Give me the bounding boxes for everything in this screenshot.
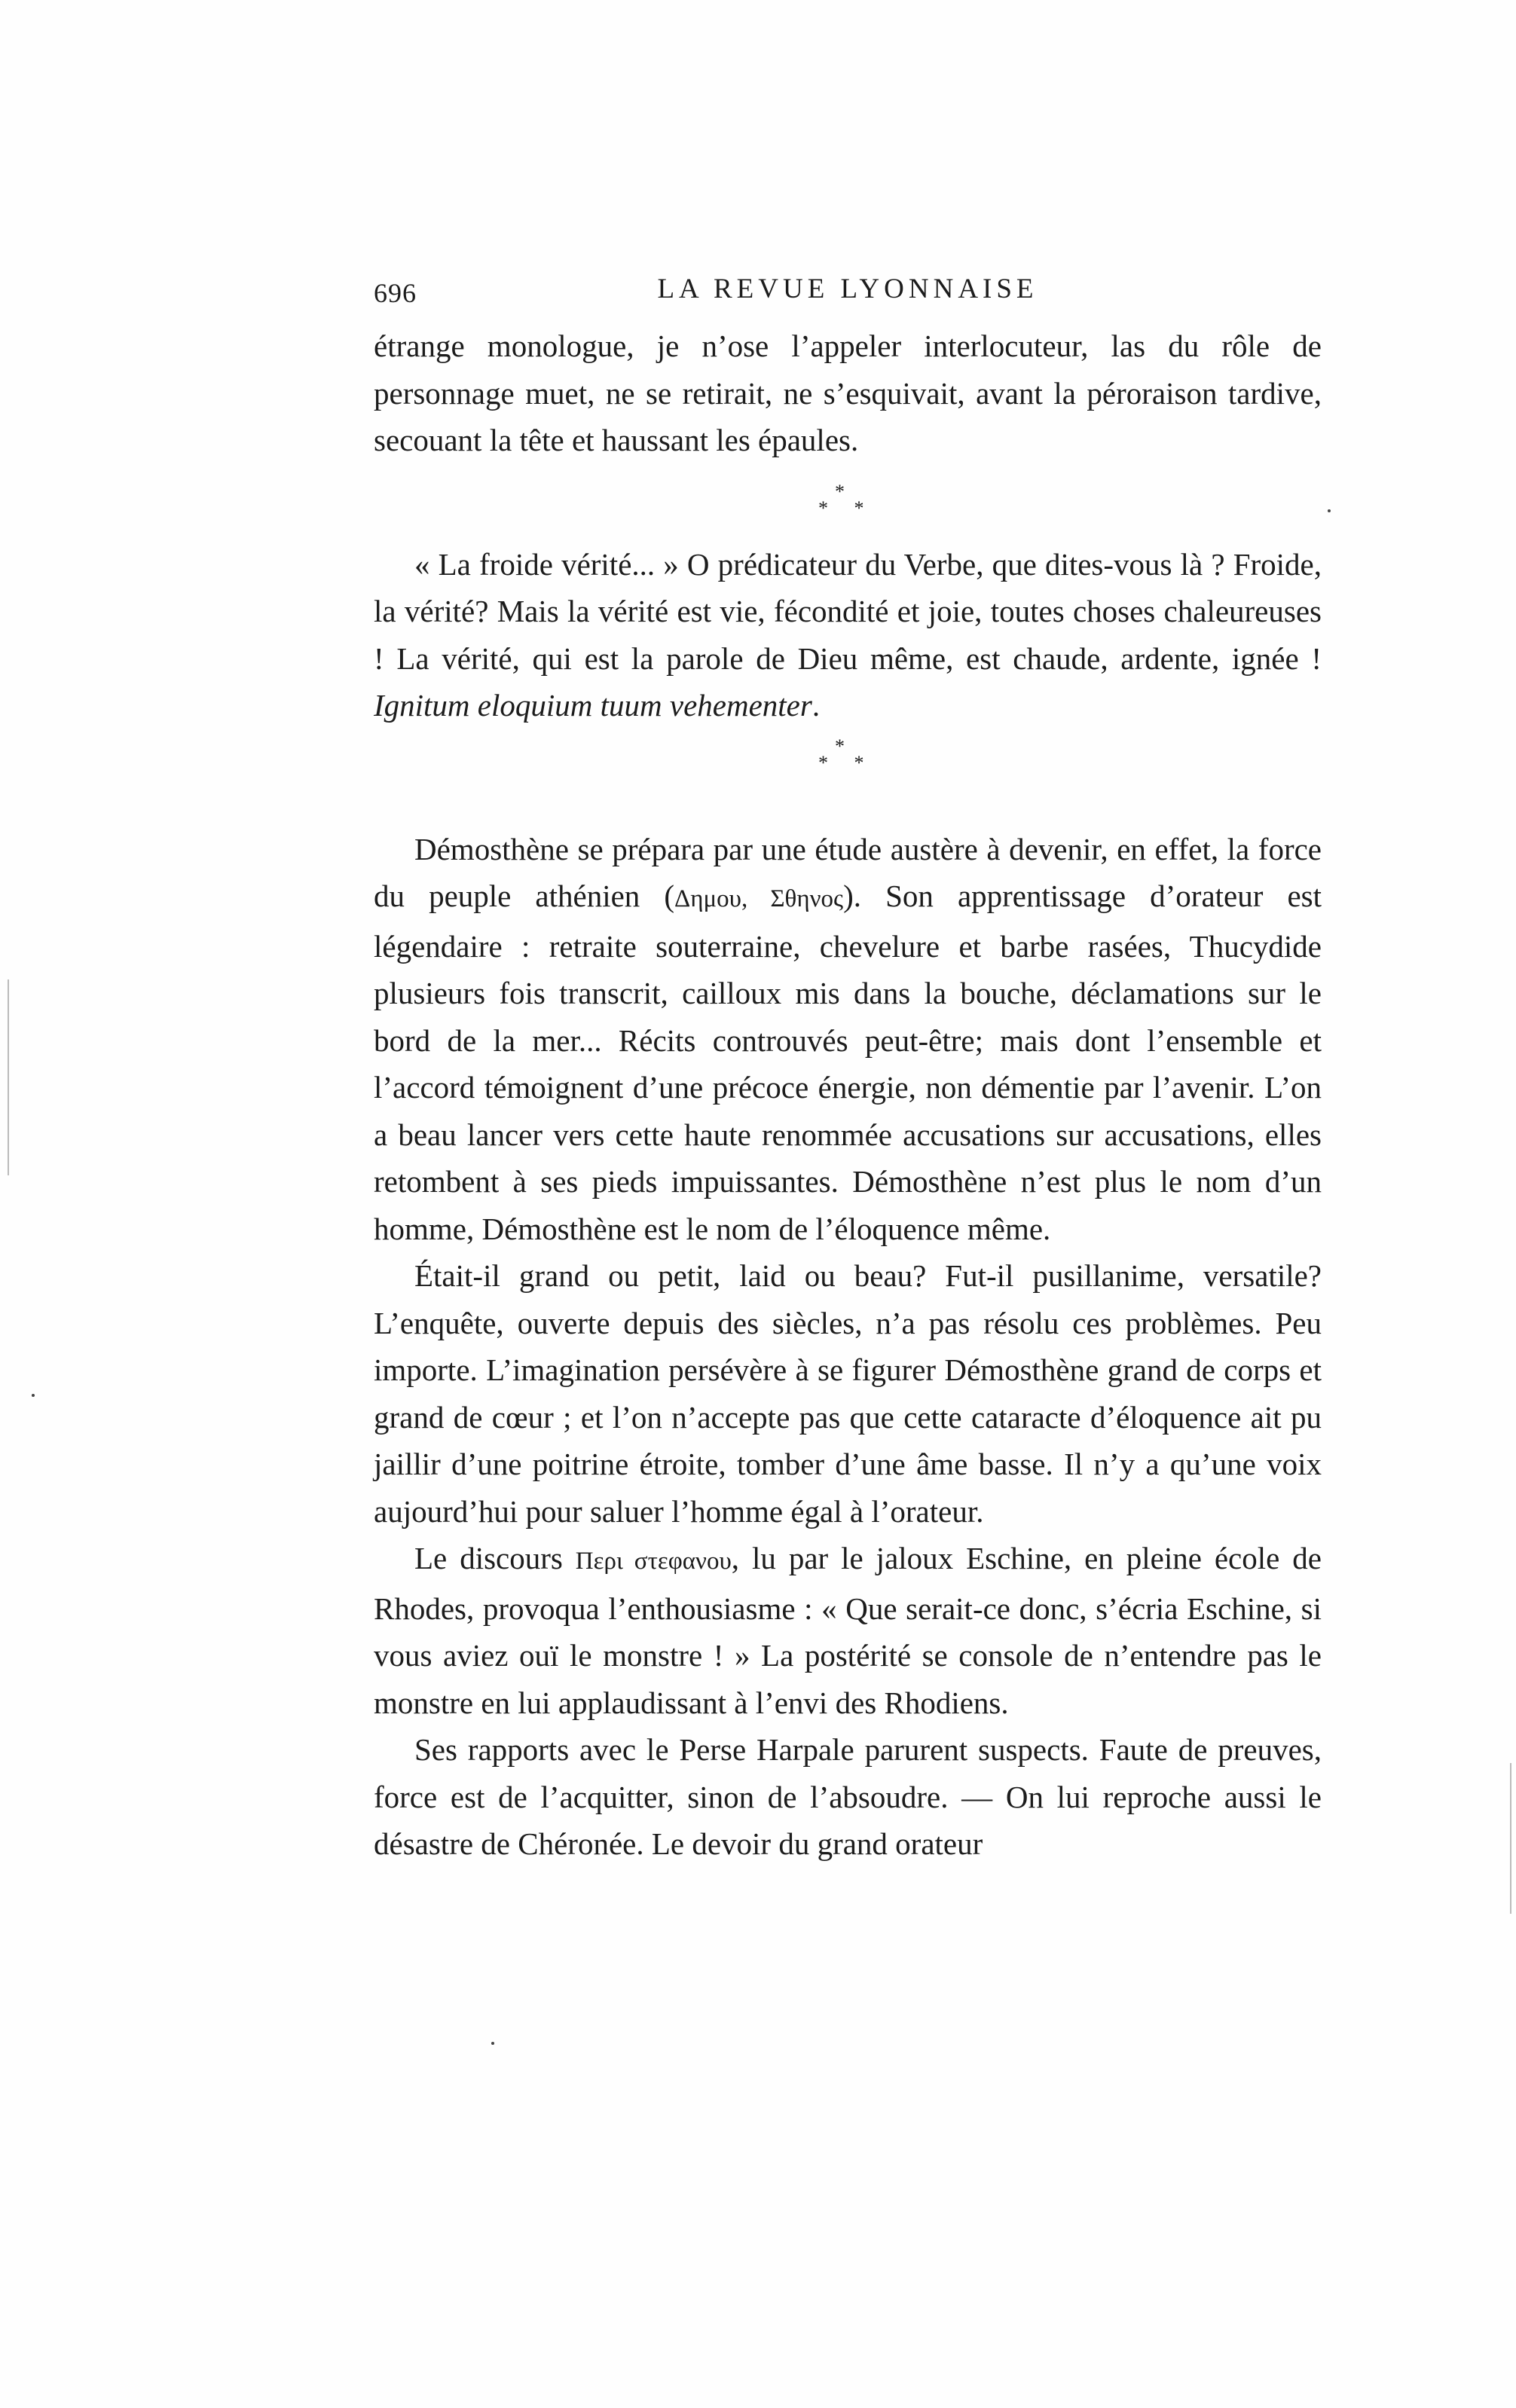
scan-speck <box>32 1394 35 1397</box>
paragraph-text: Démosthène se prépara par une étude austère à devenir, en effet, la force du peuple athénien ( <box>374 831 1322 913</box>
scan-speck <box>1328 509 1331 512</box>
spacer <box>374 464 1322 475</box>
running-title: LA REVUE LYONNAISE <box>657 273 1038 304</box>
greek-etymology: Δημου, Σθηνος <box>674 885 844 912</box>
asterism-divider <box>374 729 1322 785</box>
asterism-bottom: * * <box>818 497 875 519</box>
greek-title: Περι στεφανου <box>575 1548 732 1575</box>
paragraph-text: Le discours <box>414 1541 576 1575</box>
asterism-top: * <box>835 735 845 757</box>
page-number: 696 <box>374 278 417 308</box>
paragraph-discours <box>374 1535 1322 1726</box>
scan-speck <box>491 2042 494 2045</box>
page-header <box>374 273 1322 318</box>
paragraph-continued: étrange monologue, je n’ose l’appeler interlocuteur, las du rôle de personnage muet, ne se retirait, ne s’esquivait, avant la péroraison tardive, secouant la tête et haussant les épaules. <box>374 329 1322 457</box>
paragraph-text: , lu par le jaloux Eschine, en pleine école de Rhodes, provoqua l’enthousiasme : « Que serait-ce donc, s’écria Eschine, si vous aviez ouï le monstre ! » La postérité se console de n’entendre pas le monstre en lui applaudissant à l’envi des Rhodiens. <box>374 1541 1322 1720</box>
asterism-bottom: * * <box>818 751 875 774</box>
paragraph-demosthene <box>374 826 1322 1253</box>
paragraph-text: . <box>811 688 821 723</box>
article-body <box>374 322 1322 1868</box>
paragraph-etait-il: Était-il grand ou petit, laid ou beau? Fut-il pusillanime, versatile? L’enquête, ouverte depuis des siècles, n’a pas résolu ces problèmes. Peu importe. L’imagination persévère à se figurer Démosthène grand de corps et grand de cœur ; et l’on n’accepte pas que cette cataracte d’éloquence ait pu jaillir d’une poitrine étroite, tomber d’une âme basse. Il n’y a qu’une voix aujourd’hui pour saluer l’homme égal à l’orateur. <box>374 1258 1322 1529</box>
paragraph-text: ). Son apprentissage d’orateur est légendaire : retraite souterraine, chevelure et barbe rasées, Thucydide plusieurs fois transcrit, cailloux mis dans la bouche, déclamations sur le bord de la mer... Récits controuvés peut-être; mais dont l’ensemble et l’accord témoignent d’une précoce énergie, non démentie par l’avenir. L’on a beau lancer vers cette haute renommée accusations sur accusations, elles retombent à ses pieds impuissantes. Démosthène n’est plus le nom d’un homme, Démosthène est le nom de l’éloquence même. <box>374 879 1322 1246</box>
spacer <box>374 530 1322 541</box>
asterism-top: * <box>835 480 845 503</box>
scan-edge-mark <box>1510 1763 1511 1914</box>
paragraph-froide-verite <box>374 541 1322 729</box>
paragraph-text: « La froide vérité... » O prédicateur du Verbe, que dites-vous là ? Froide, la vérité? Mais la vérité est vie, fécondité et joie, toutes choses chaleureuses ! La vérité, qui est la parole de Dieu même, est chaude, ardente, ignée ! <box>374 546 1322 676</box>
asterism-divider <box>374 475 1322 530</box>
latin-quotation: Ignitum eloquium tuum vehementer <box>374 688 812 723</box>
paragraph-harpale: Ses rapports avec le Perse Harpale parurent suspects. Faute de preuves, force est de l’acquitter, sinon de l’absoudre. — On lui reproche aussi le désastre de Chéronée. Le devoir du grand orateur <box>374 1732 1322 1861</box>
spacer <box>374 785 1322 826</box>
scan-edge-mark <box>8 979 9 1175</box>
